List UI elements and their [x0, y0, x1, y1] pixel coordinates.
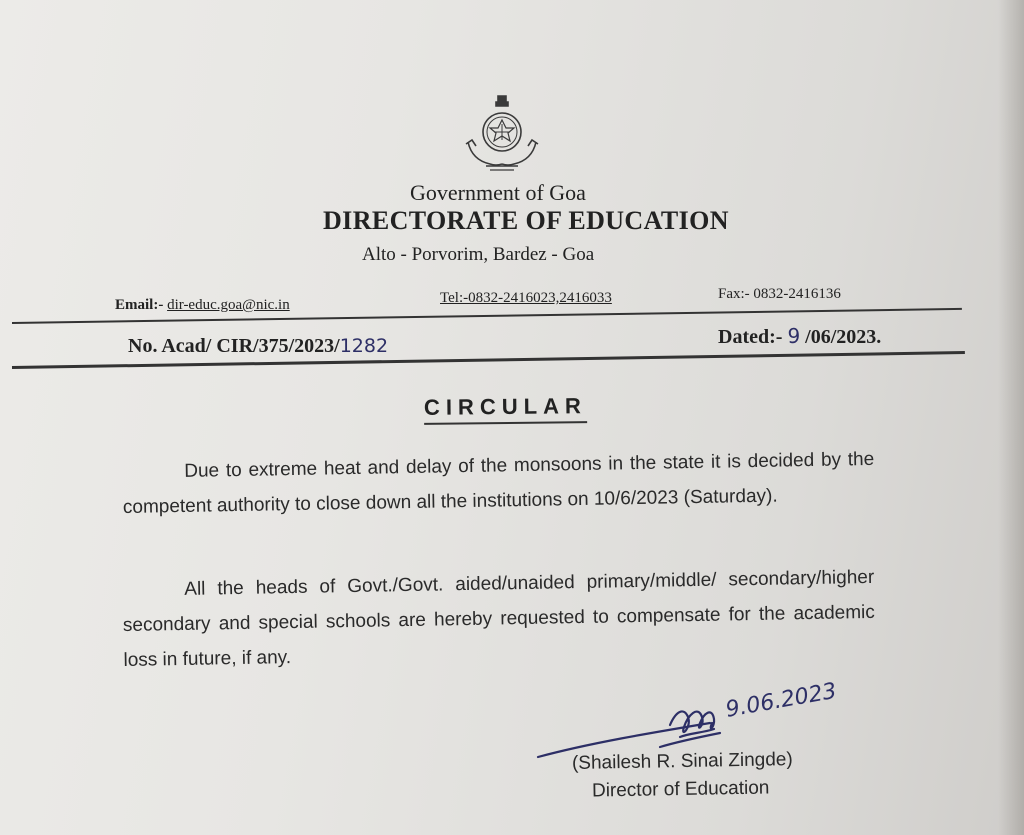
dated-rest: /06/2023.	[805, 326, 882, 348]
paper-shadow	[998, 0, 1024, 835]
issue-date	[718, 324, 881, 349]
goa-government-emblem-icon	[462, 92, 542, 174]
paragraph-2-text: All the heads of Govt./Govt. aided/unaided primary/middle/ secondary/higher secondary and special schools are hereby requested to compensate for the academic loss in future, if any.	[122, 566, 875, 671]
circular-paragraph-2	[122, 560, 876, 678]
dated-label: Dated:-	[718, 326, 783, 348]
email-address: dir-educ.goa@nic.in	[167, 297, 290, 313]
paragraph-indent	[122, 477, 184, 478]
circular-title: CIRCULAR	[424, 393, 587, 425]
signer-name: (Shailesh R. Sinai Zingde)	[571, 749, 793, 774]
signer-designation: Director of Education	[591, 777, 770, 802]
paragraph-1-text: Due to extreme heat and delay of the monsoons in the state it is decided by the competent authority to close down all the institutions on 10/6/2023 (Saturday).	[122, 448, 875, 518]
email-contact	[115, 297, 290, 314]
email-label: Email:-	[115, 297, 164, 313]
directorate-name: DIRECTORATE OF EDUCATION	[323, 206, 729, 235]
circular-paragraph-1	[122, 442, 875, 525]
reference-number-handwritten: 1282	[339, 335, 389, 357]
fax-contact: Fax:- 0832-2416136	[718, 286, 841, 302]
telephone-contact: Tel:-0832-2416023,2416033	[440, 290, 612, 306]
paragraph-indent	[122, 595, 184, 596]
directorate-address: Alto - Porvorim, Bardez - Goa	[362, 244, 595, 265]
reference-number	[128, 335, 388, 358]
dated-day-handwritten: 9	[787, 324, 801, 348]
signature-date: 9.06.2023	[723, 678, 839, 723]
reference-number-prefix: No. Acad/ CIR/375/2023/	[128, 335, 340, 357]
government-name: Government of Goa	[410, 180, 586, 205]
